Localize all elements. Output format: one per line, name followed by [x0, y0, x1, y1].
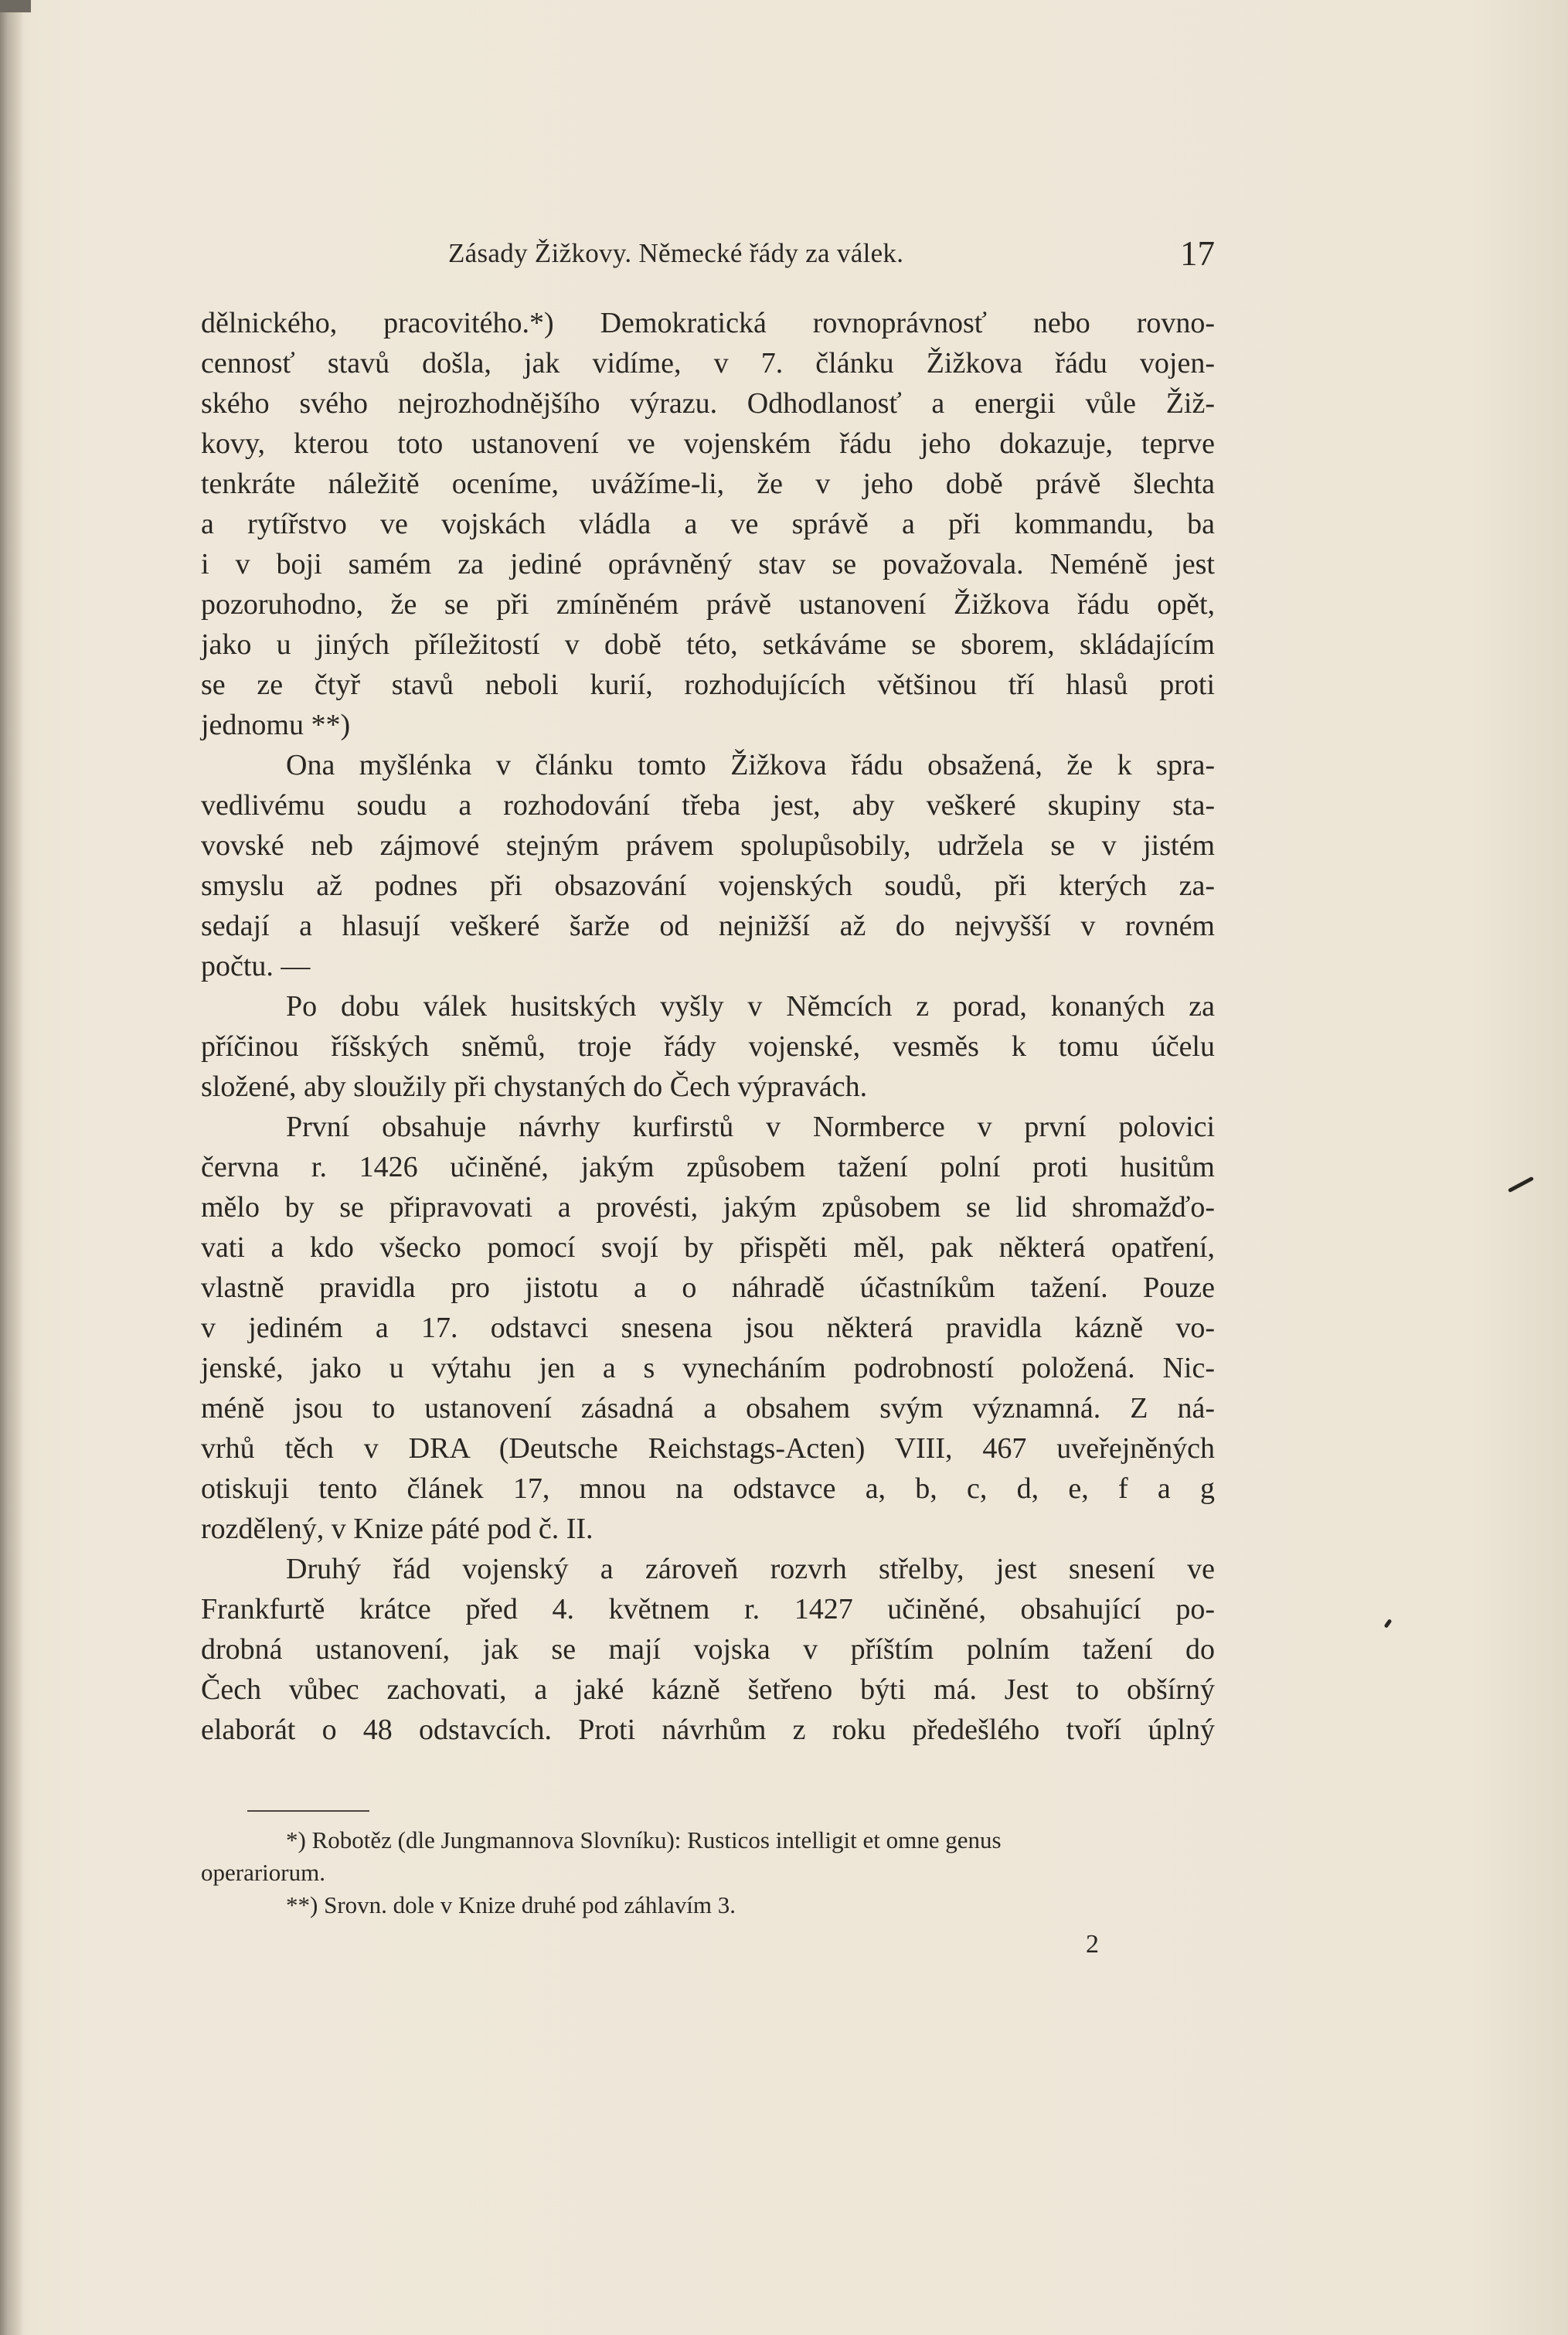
text-line: vovské neb zájmové stejným právem spolupůsobily, udržela se v jistém	[201, 829, 1215, 862]
paragraph-3-end	[201, 1067, 1215, 1107]
paragraph-3	[201, 986, 1215, 1067]
text-line: jenské, jako u výtahu jen a s vynecháním podrobností položená. Nic-	[201, 1352, 1215, 1384]
text-line: Čech vůbec zachovati, a jaké kázně šetřeno býti má. Jest to obšírný	[201, 1673, 1215, 1706]
body-text	[201, 303, 1215, 1750]
footnote-line: operariorum.	[201, 1859, 325, 1886]
text-line: drobná ustanovení, jak se mají vojska v příštím polním tažení do	[201, 1633, 1215, 1666]
text-line: otiskuji tento článek 17, mnou na odstavce a, b, c, d, e, f a g	[201, 1472, 1215, 1505]
paragraph-1	[201, 303, 1215, 705]
text-line: června r. 1426 učiněné, jakým způsobem tažení polní proti husitům	[201, 1151, 1215, 1183]
text-line: První obsahuje návrhy kurfirstů v Normberce v první polovici	[286, 1111, 1215, 1143]
paragraph-1-end	[201, 705, 1215, 745]
footnote-1	[201, 1824, 1215, 1889]
pencil-mark-icon	[1384, 1619, 1393, 1629]
page-gutter-shadow	[0, 0, 23, 2335]
printer-signature: 2	[1086, 1930, 1099, 1959]
page-header	[201, 233, 1215, 280]
text-line: elaborát o 48 odstavcích. Proti návrhům z roku předešlého tvoří úplný	[201, 1714, 1215, 1746]
paragraph-5	[201, 1549, 1215, 1750]
text-line: ského svého nejrozhodnějšího výrazu. Odhodlanosť a energii vůle Žiž-	[201, 387, 1215, 420]
text-line: Frankfurtě krátce před 4. květnem r. 1427 učiněné, obsahující po-	[201, 1593, 1215, 1625]
text-line: Druhý řád vojenský a zároveň rozvrh střelby, jest snesení ve	[286, 1553, 1215, 1585]
footnote-divider	[247, 1810, 369, 1812]
spine-mark	[0, 0, 31, 12]
text-line: vrhů těch v DRA (Deutsche Reichstags-Acten) VIII, 467 uveřejněných	[201, 1432, 1215, 1465]
text-line: vati a kdo všecko pomocí svojí by přispěti měl, pak některá opatření,	[201, 1231, 1215, 1264]
text-line: a rytířstvo ve vojskách vládla a ve správě a při kommandu, ba	[201, 508, 1215, 540]
text-line: jako u jiných příležitostí v době této, setkáváme se sborem, skládajícím	[201, 628, 1215, 661]
text-line: i v boji samém za jediné oprávněný stav se považovala. Neméně jest	[201, 548, 1215, 580]
text-line: dělnického, pracovitého.*) Demokratická rovnoprávnosť nebo rovno-	[201, 307, 1215, 339]
text-line: mělo by se připravovati a provésti, jakým způsobem se lid shromažďo-	[201, 1191, 1215, 1224]
text-line: jednomu **)	[201, 709, 351, 741]
footnote-2	[201, 1889, 1215, 1921]
paragraph-2-end	[201, 946, 1215, 986]
text-line: vlastně pravidla pro jistotu a o náhradě účastníkům tažení. Pouze	[201, 1271, 1215, 1304]
text-line: rozdělený, v Knize páté pod č. II.	[201, 1513, 594, 1545]
footnote-line: *) Robotěz (dle Jungmannova Slovníku): Rusticos intelligit et omne genus	[286, 1826, 1002, 1853]
text-line: v jediném a 17. odstavci snesena jsou některá pravidla kázně vo-	[201, 1312, 1215, 1344]
text-line: počtu. —	[201, 950, 311, 982]
text-line: cennosť stavů došla, jak vidíme, v 7. článku Žižkova řádu vojen-	[201, 347, 1215, 380]
footnotes	[201, 1824, 1215, 1921]
text-line: Po dobu válek husitských vyšly v Němcích z porad, konaných za	[286, 990, 1215, 1023]
paragraph-4-end	[201, 1509, 1215, 1549]
text-line: smyslu až podnes při obsazování vojenských soudů, při kterých za-	[201, 870, 1215, 902]
footnote-line: **) Srovn. dole v Knize druhé pod záhlavím 3.	[286, 1891, 736, 1918]
text-line: Ona myšlénka v článku tomto Žižkova řádu obsažená, že k spra-	[286, 749, 1215, 781]
text-line: příčinou říšských sněmů, troje řády vojenské, vesměs k tomu účelu	[201, 1030, 1215, 1063]
page-number: 17	[1180, 234, 1215, 273]
paragraph-4	[201, 1107, 1215, 1509]
text-line: sedají a hlasují veškeré šarže od nejnižší až do nejvyšší v rovném	[201, 910, 1215, 942]
text-line: méně jsou to ustanovení zásadná a obsahem svým významná. Z ná-	[201, 1392, 1215, 1424]
text-line: složené, aby sloužily při chystaných do Čech výpravách.	[201, 1070, 868, 1103]
text-line: tenkráte náležitě oceníme, uvážíme-li, že v jeho době právě šlechta	[201, 468, 1215, 500]
text-line: se ze čtyř stavů neboli kurií, rozhodujících většinou tří hlasů proti	[201, 669, 1215, 701]
pencil-mark-icon	[1508, 1176, 1534, 1193]
text-line: vedlivému soudu a rozhodování třeba jest, aby veškeré skupiny sta-	[201, 789, 1215, 822]
text-line: pozoruhodno, že se při zmíněném právě ustanovení Žižkova řádu opět,	[201, 588, 1215, 621]
text-line: kovy, kterou toto ustanovení ve vojenském řádu jeho dokazuje, teprve	[201, 427, 1215, 460]
running-head: Zásady Žižkovy. Německé řády za válek.	[448, 238, 904, 268]
paragraph-2	[201, 745, 1215, 946]
